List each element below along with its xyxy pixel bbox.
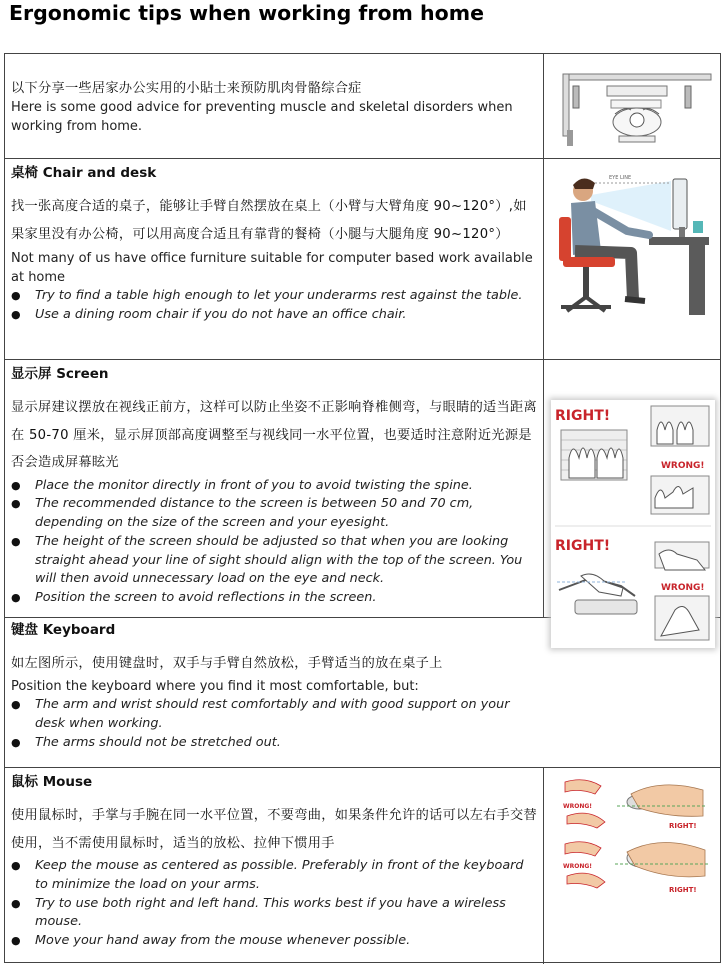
seated-posture-illustration: [553, 165, 713, 337]
tip-item: ● Place the monitor directly in front of you to avoid twisting the spine.: [11, 477, 539, 496]
wrong-label: WRONG!: [563, 863, 593, 870]
mouse-heading: 鼠标 Mouse: [11, 774, 93, 790]
keyboard-zh: 如左图所示，使用键盘时，双手与手臂自然放松，手臂适当的放在桌子上: [11, 656, 443, 671]
wrong-label: WRONG!: [661, 461, 705, 471]
keyboard-cell: [11, 620, 539, 752]
desk-topview-illustration: [553, 68, 713, 148]
mouse-row: [5, 768, 720, 964]
right-label: RIGHT!: [555, 538, 611, 554]
tip-item: ● Position the screen to avoid reflections in the screen.: [11, 589, 539, 608]
keyboard-heading: 键盘 Keyboard: [11, 622, 116, 638]
sight-line-label: EYE LINE: [609, 175, 632, 181]
wrong-label: WRONG!: [661, 583, 705, 593]
chair-heading: 桌椅 Chair and desk: [11, 165, 157, 181]
chair-zh: 找一张高度合适的桌子，能够让手臂自然摆放在桌上（小臂与大臂角度 90~120°）,如果家里没有办公椅，可以用高度合适且有靠背的餐椅（小腿与大腿角度 90~120°）: [11, 199, 527, 242]
tip-item: ● The arm and wrist should rest comfortably and with good support on your desk when working.: [11, 696, 539, 734]
right-label: RIGHT!: [669, 886, 697, 894]
tip-item: ● Try to find a table high enough to let your underarms rest against the table.: [11, 287, 539, 306]
tips-table: [4, 53, 721, 963]
mouse-cell: [11, 772, 539, 951]
keyboard-posture-illustration: [551, 400, 715, 648]
tip-item: ● The height of the screen should be adjusted so that when you are looking straight ahead your line of sight should align with the top of the screen. You will then avoid unnecessary load on the eye and neck.: [11, 533, 539, 589]
tip-item: ● Keep the mouse as centered as possible. Preferably in front of the keyboard to minimize the load on your arms.: [11, 857, 539, 895]
screen-zh: 显示屏建议摆放在视线正前方，这样可以防止坐姿不正影响脊椎侧弯，与眼睛的适当距离在 50-70 厘米，显示屏顶部高度调整至与视线同一水平位置，也要适时注意附近光源是否会造成屏幕眩光: [11, 400, 538, 470]
column-divider: [543, 159, 544, 360]
mouse-tips: [11, 857, 539, 951]
screen-cell: [11, 364, 539, 608]
column-divider: [543, 54, 544, 159]
keyboard-en: Position the keyboard where you find it most comfortable, but:: [11, 678, 419, 694]
column-divider: [543, 768, 544, 964]
tip-item: ● Move your hand away from the mouse whenever possible.: [11, 932, 539, 951]
chair-row: [5, 159, 720, 360]
mouse-zh: 使用鼠标时，手掌与手腕在同一水平位置，不要弯曲，如果条件允许的话可以左右手交替使用，当不需使用鼠标时，适当的放松、拉伸下惯用手: [11, 808, 538, 851]
intro-en: Here is some good advice for preventing muscle and skeletal disorders when working from home.: [11, 100, 513, 134]
document-title: Ergonomic tips when working from home: [9, 1, 484, 25]
keyboard-tips: [11, 696, 539, 752]
mouse-posture-illustration: [557, 772, 713, 896]
chair-tips: [11, 287, 539, 325]
tip-item: ● The recommended distance to the screen is between 50 and 70 cm, depending on the size of the screen and your eyesight.: [11, 495, 539, 533]
right-label: RIGHT!: [555, 408, 611, 424]
right-label: RIGHT!: [669, 822, 697, 830]
tip-item: ● The arms should not be stretched out.: [11, 734, 539, 753]
screen-tips: [11, 477, 539, 609]
tip-item: ● Try to use both right and left hand. This works best if you have a wireless mouse.: [11, 895, 539, 933]
intro-zh: 以下分享一些居家办公实用的小貼士来预防肌肉骨骼综合症: [11, 81, 362, 96]
wrong-label: WRONG!: [563, 803, 593, 810]
chair-cell: [11, 163, 539, 325]
intro-row: [5, 54, 720, 159]
intro-cell: [11, 78, 539, 136]
column-divider: [543, 360, 544, 618]
screen-heading: 显示屏 Screen: [11, 366, 109, 382]
tip-item: ● Use a dining room chair if you do not have an office chair.: [11, 306, 539, 325]
chair-en: Not many of us have office furniture suitable for computer based work available at home: [11, 251, 533, 285]
